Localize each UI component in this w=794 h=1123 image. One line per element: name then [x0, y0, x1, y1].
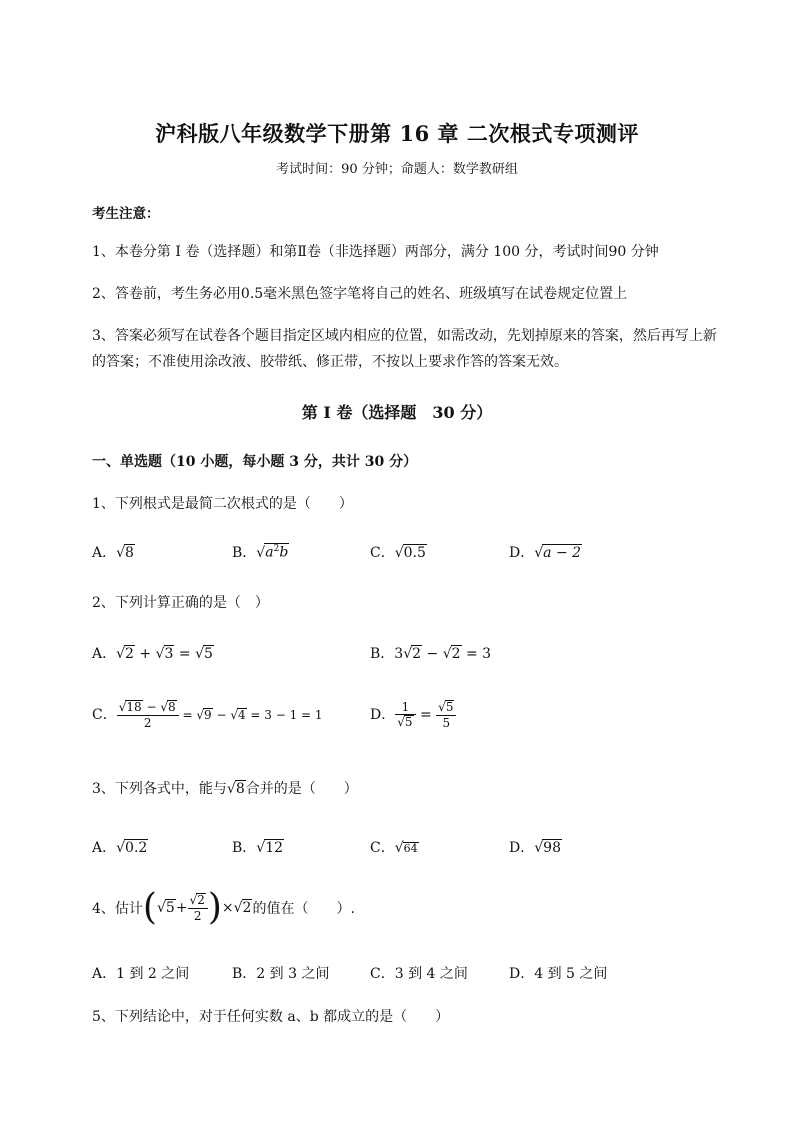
option-letter: A． — [92, 545, 117, 561]
question-1-stem: 1、下列根式是最简二次根式的是（ ） — [92, 496, 353, 512]
radicand: a − 2 — [543, 545, 582, 561]
note-item-2: 2、答卷前，考生务必用0.5毫米黑色签字笔将自己的姓名、班级填写在试卷规定位置上 — [92, 286, 628, 302]
question-5-stem: 5、下列结论中，对于任何实数 a、b 都成立的是（ ） — [92, 1009, 450, 1025]
option-letter: B． — [232, 840, 257, 856]
q2-option-a[interactable]: A．√2 + √3 = √5 — [92, 646, 213, 662]
document-title: 沪科版八年级数学下册第 16 章 二次根式专项测评 — [155, 121, 639, 146]
q3-option-b[interactable]: B．√12 — [232, 840, 284, 856]
section-title: 第 I 卷（选择题 30 分） — [301, 403, 493, 422]
option-letter: C． — [370, 840, 395, 856]
radicand: $a^2b$ — [265, 544, 289, 561]
question-3-stem: 3、下列各式中，能与√8合并的是（ ） — [92, 781, 358, 797]
q3-option-d[interactable]: D．√98 — [509, 840, 561, 856]
fraction: $\frac{√2}{2}$ — [188, 893, 208, 923]
option-letter: D． — [370, 706, 396, 723]
q2-option-c[interactable]: C． $\frac{√18 - √8}{2}$ = √9 − √4 = 3 − 1 = 1 — [92, 700, 323, 730]
q2-option-d[interactable]: D． $\frac{1}{√5}$ = $\frac{√5}{5}$ — [370, 700, 456, 730]
part-title: 一、单选题（10 小题，每小题 3 分，共计 30 分） — [92, 454, 418, 470]
fraction: $\frac{√5}{5}$ — [436, 700, 456, 730]
q4-option-a[interactable]: A．1 到 2 之间 — [92, 966, 190, 982]
fraction: $\frac{1}{√5}$ — [395, 700, 415, 730]
fraction: $\frac{√18 - √8}{2}$ — [117, 700, 179, 730]
q4-option-b[interactable]: B．2 到 3 之间 — [232, 966, 330, 982]
option-letter: B． — [232, 545, 257, 561]
option-letter: C． — [92, 706, 117, 723]
q1-option-d[interactable]: D．√a − 2 — [509, 545, 582, 561]
question-2-stem: 2、下列计算正确的是（ ） — [92, 595, 269, 611]
option-letter: C． — [370, 545, 395, 561]
option-letter: D． — [509, 840, 535, 856]
question-4-stem: 4、估计(√5+ $\frac{√2}{2}$ )×√2的值在（ ）. — [92, 887, 355, 928]
option-letter: B． — [370, 646, 395, 662]
q3-option-a[interactable]: A．√0.2 — [92, 840, 148, 856]
note-item-3-cont: 的答案；不准使用涂改液、胶带纸、修正带，不按以上要求作答的答案无效。 — [92, 354, 568, 370]
q2-option-b[interactable]: B．3√2 − √2 = 3 — [370, 646, 492, 662]
q4-option-c[interactable]: C．3 到 4 之间 — [370, 966, 468, 982]
notes-heading: 考生注意： — [92, 206, 160, 222]
exam-subtitle: 考试时间：90 分钟；命题人：数学教研组 — [276, 162, 518, 177]
option-letter: D． — [509, 545, 535, 561]
option-letter: A． — [92, 646, 117, 662]
q3-option-c[interactable]: C．√64 — [370, 840, 418, 856]
q1-option-b[interactable]: B．$√a^2b$ — [232, 544, 289, 561]
note-item-1: 1、本卷分第 I 卷（选择题）和第Ⅱ卷（非选择题）两部分，满分 100 分，考试时间90 分钟 — [92, 244, 659, 260]
radicand: 8 — [125, 545, 134, 561]
option-letter: A． — [92, 840, 117, 856]
radicand: 0.5 — [403, 545, 426, 561]
q1-option-a[interactable]: A．√8 — [92, 545, 134, 561]
note-item-3: 3、答案必须写在试卷各个题目指定区域内相应的位置，如需改动，先划掉原来的答案，然后再写上新 — [92, 328, 717, 344]
q4-option-d[interactable]: D．4 到 5 之间 — [509, 966, 608, 982]
q1-option-c[interactable]: C．√0.5 — [370, 545, 426, 561]
